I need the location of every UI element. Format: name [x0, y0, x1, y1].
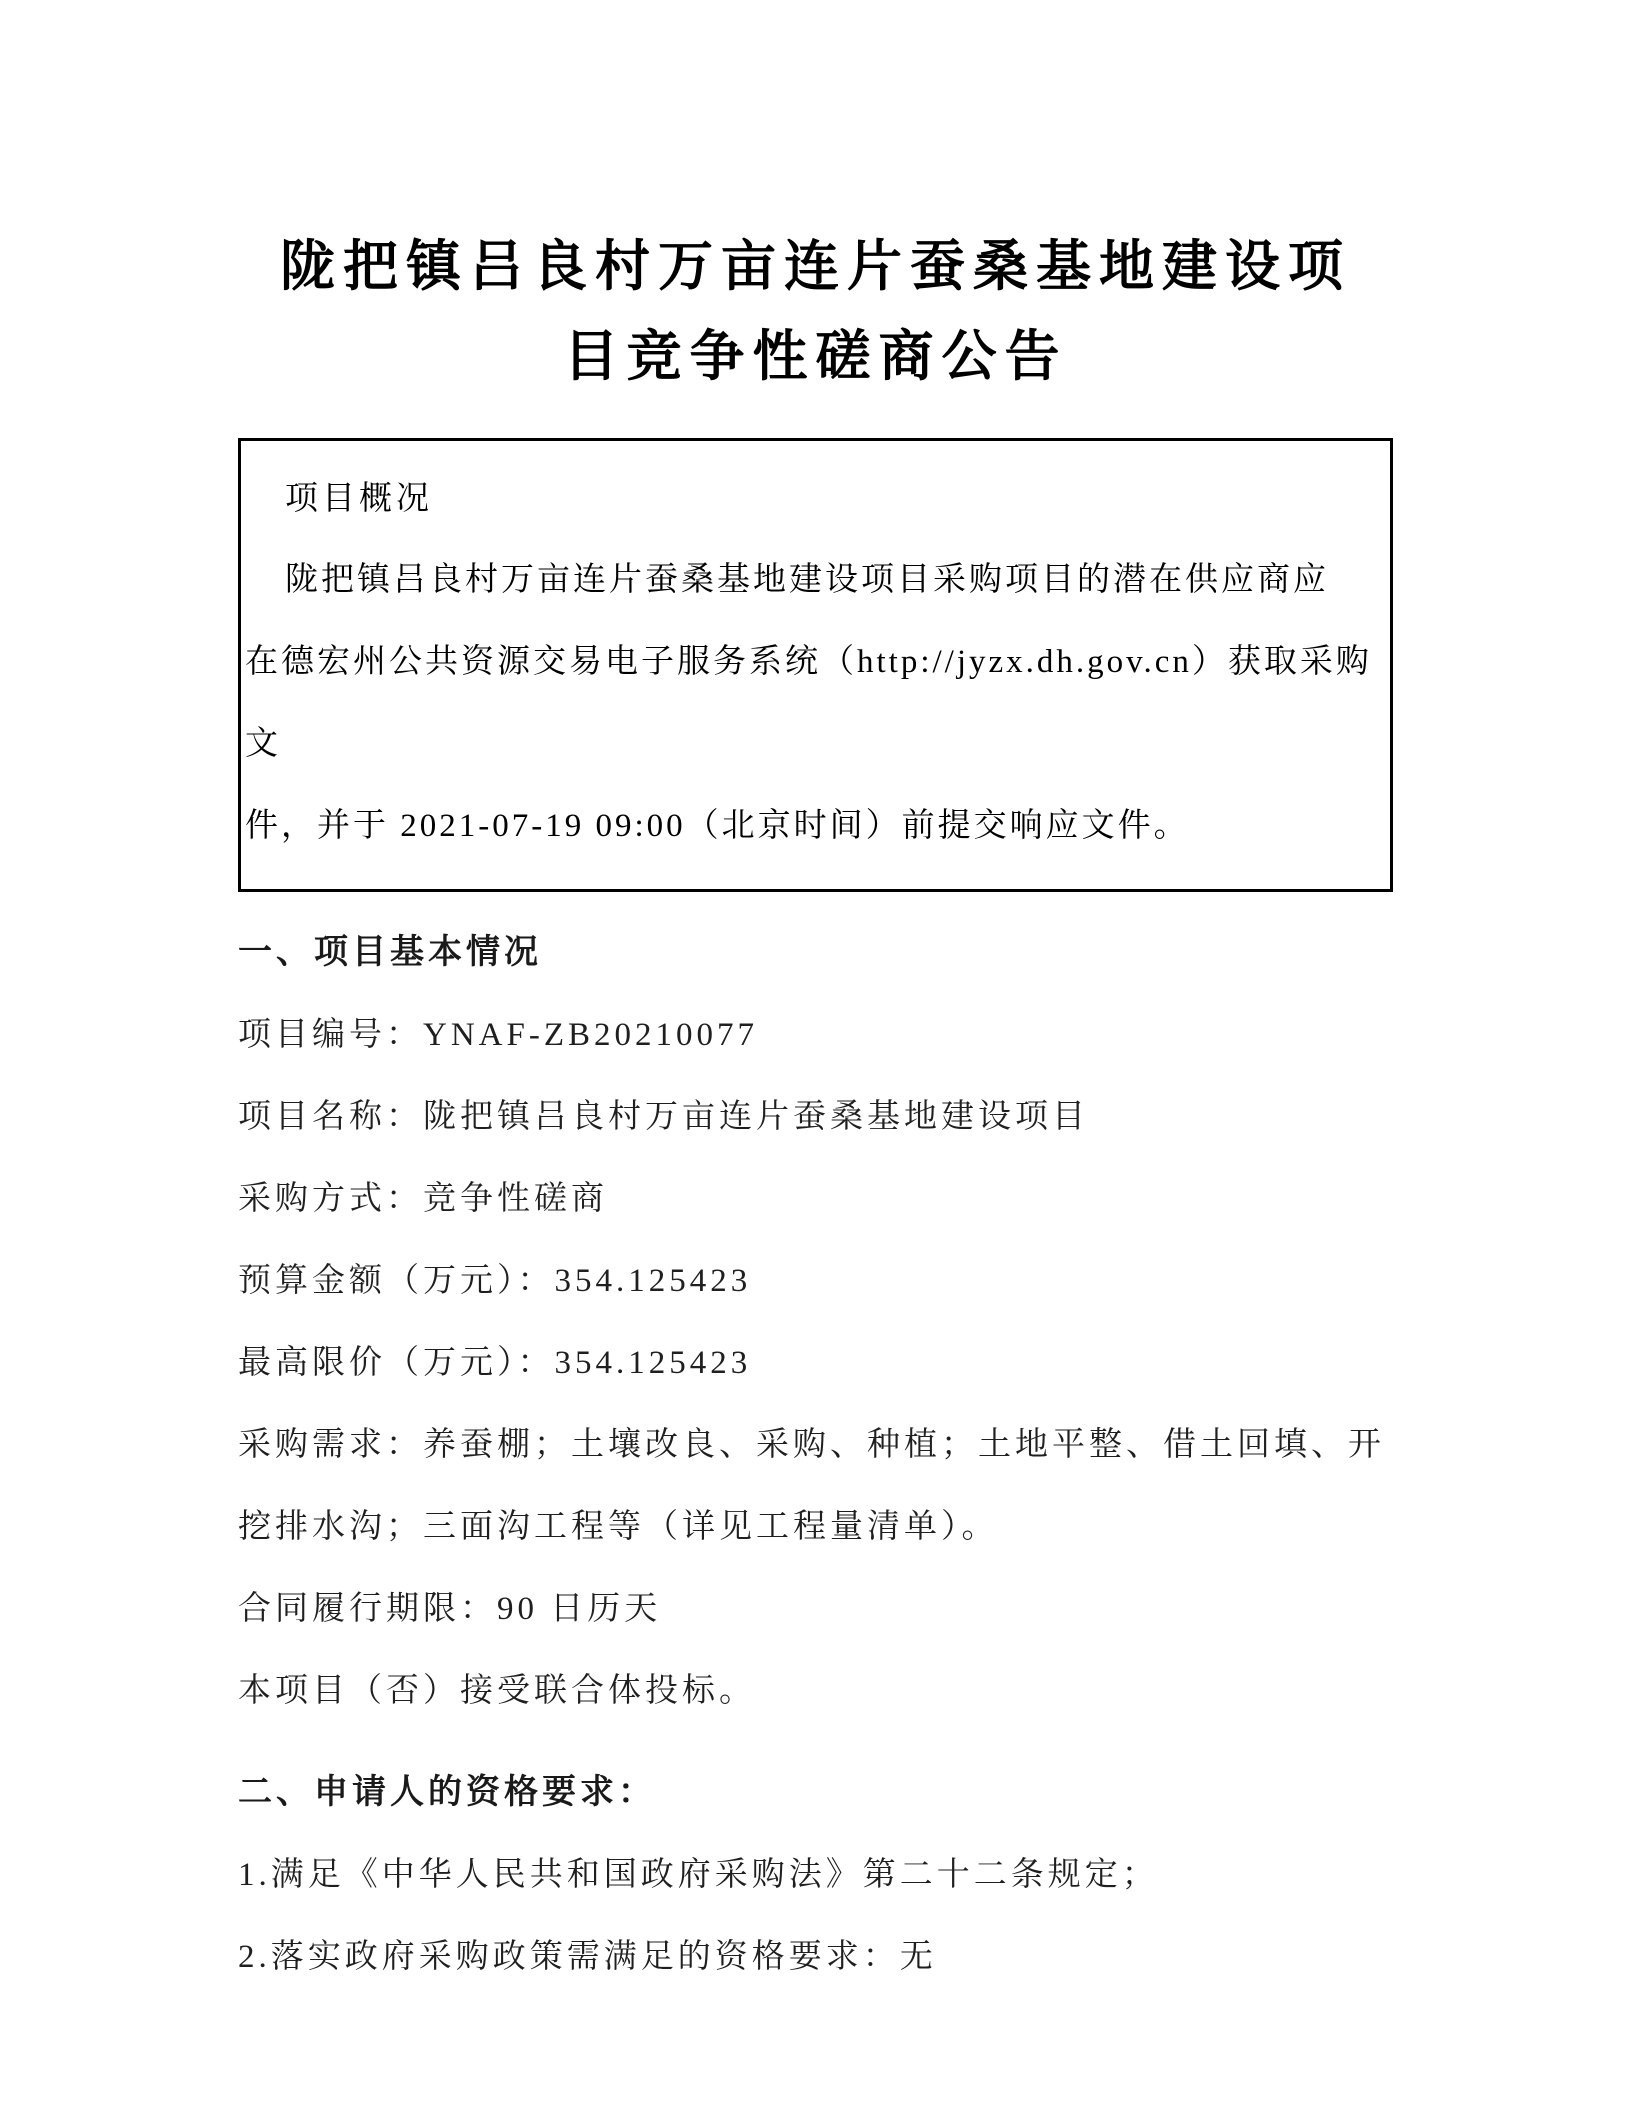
document-content [238, 0, 1393, 1998]
field-max-price: 最高限价（万元）：354.125423 [238, 1345, 752, 1381]
overview-line: 件，并于 2021-07-19 09:00（北京时间）前提交响应文件。 [245, 808, 1190, 844]
field-contract-period: 合同履行期限：90 日历天 [238, 1591, 662, 1627]
overview-line: 陇把镇吕良村万亩连片蚕桑基地建设项目采购项目的潜在供应商应 [285, 562, 1329, 598]
field-project-name: 项目名称：陇把镇吕良村万亩连片蚕桑基地建设项目 [238, 1099, 1089, 1135]
field-consortium-bidding: 本项目（否）接受联合体投标。 [238, 1673, 756, 1709]
qualification-item-1: 1.满足《中华人民共和国政府采购法》第二十二条规定； [238, 1857, 1159, 1893]
field-budget-amount: 预算金额（万元）：354.125423 [238, 1263, 752, 1299]
section-heading-basic-info: 一、项目基本情况 [238, 933, 542, 971]
overview-label: 项目概况 [285, 481, 433, 517]
field-procurement-method: 采购方式：竞争性磋商 [238, 1181, 608, 1217]
field-procurement-requirements-continued: 挖排水沟；三面沟工程等（详见工程量清单）。 [238, 1509, 999, 1545]
qualification-item-2: 2.落实政府采购政策需满足的资格要求：无 [238, 1939, 937, 1975]
project-overview-box [238, 438, 1393, 892]
title-line-1: 陇把镇吕良村万亩连片蚕桑基地建设项 [279, 236, 1351, 297]
section-heading-qualification: 二、申请人的资格要求： [238, 1773, 656, 1811]
field-project-number: 项目编号：YNAF-ZB20210077 [238, 1017, 759, 1053]
document-title [238, 0, 1393, 402]
overview-line: 在德宏州公共资源交易电子服务系统（http://jyzx.dh.gov.cn）获取采购文 [245, 644, 1372, 762]
field-procurement-requirements: 采购需求：养蚕棚；土壤改良、采购、种植；土地平整、借土回填、开 [238, 1427, 1385, 1463]
title-line-2: 目竞争性磋商公告 [563, 326, 1068, 387]
